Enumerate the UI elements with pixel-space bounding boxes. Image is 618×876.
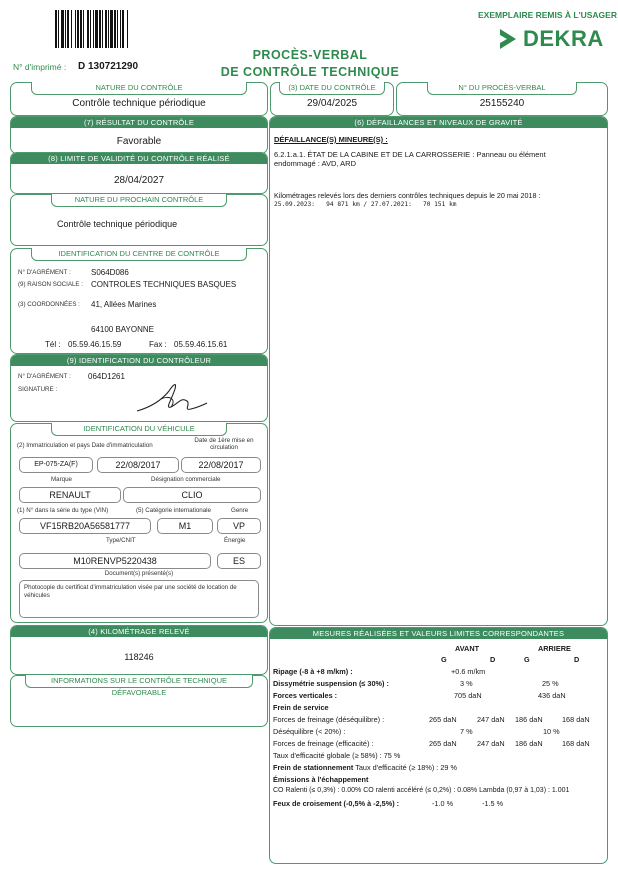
immat-caption: (2) Immatriculation et pays Date d'immatriculation bbox=[17, 442, 153, 449]
pv-box bbox=[396, 82, 608, 116]
date-label: (3) DATE DU CONTRÔLE bbox=[279, 82, 385, 95]
marque-caption: Marque bbox=[51, 476, 72, 483]
feux-label: Feux de croisement (-0,5% à -2,5%) : bbox=[273, 799, 400, 808]
print-number: D 130721290 bbox=[78, 61, 139, 72]
mileage-value: 118246 bbox=[124, 652, 154, 662]
forces-front: 705 daN bbox=[454, 691, 482, 700]
nature-label: NATURE DU CONTRÔLE bbox=[31, 82, 247, 95]
frein-service-label: Frein de service bbox=[273, 703, 329, 712]
deseq-pct-front: 7 % bbox=[460, 727, 473, 736]
ripage-label: Ripage (-8 à +8 m/km) : bbox=[273, 667, 353, 676]
validity-value: 28/04/2027 bbox=[113, 175, 165, 186]
date-box bbox=[270, 82, 394, 116]
type-caption: Type/CNIT bbox=[106, 537, 136, 544]
forces-label: Forces verticales : bbox=[273, 691, 338, 700]
result-value: Favorable bbox=[116, 136, 162, 147]
type-field: M10RENVP5220438 bbox=[19, 553, 211, 569]
defects-box bbox=[269, 116, 608, 626]
nature-box bbox=[10, 82, 268, 116]
energy-field: ES bbox=[217, 553, 261, 569]
brand-name: DEKRA bbox=[523, 26, 604, 51]
next-value: Contrôle technique périodique bbox=[57, 219, 178, 229]
feux-value-0: -1.0 % bbox=[432, 799, 454, 808]
minor-title: DÉFAILLANCE(S) MINEURE(S) : bbox=[274, 135, 388, 144]
immat-field: EP-075-ZA(F) bbox=[19, 457, 93, 473]
center-tel-label: Tél : bbox=[45, 340, 61, 349]
stationnement-line bbox=[273, 763, 457, 772]
defects-label: (6) DÉFAILLANCES ET NIVEAUX DE GRAVITÉ bbox=[270, 117, 607, 128]
desequilibre-label: Forces de freinage (déséquilibre) : bbox=[273, 715, 385, 724]
arriere-header: ARRIERE bbox=[538, 644, 571, 653]
deseq-value-1: 247 daN bbox=[477, 715, 505, 724]
pv-value: 25155240 bbox=[479, 98, 525, 109]
validity-label: (8) LIMITE DE VALIDITÉ DU CONTRÔLE RÉALISÉ bbox=[11, 153, 267, 164]
barcode bbox=[55, 10, 147, 48]
docs-text: Photocopie du certificat d'immatriculation visée par une société de location de véhicules bbox=[24, 584, 237, 599]
controller-agrement-label: N° D'AGRÉMENT : bbox=[18, 373, 71, 380]
vin-field: VF15RB20A56581777 bbox=[19, 518, 151, 534]
eff-value-2: 186 daN bbox=[515, 739, 543, 748]
dissym-rear: 25 % bbox=[542, 679, 559, 688]
km-title: Kilométrages relevés lors des derniers contrôles techniques depuis le 20 mai 2018 : bbox=[274, 191, 541, 200]
next-label: NATURE DU PROCHAIN CONTRÔLE bbox=[51, 194, 227, 207]
controller-signature-label: SIGNATURE : bbox=[18, 386, 58, 393]
stationnement-rate: Taux d'efficacité (≥ 18%) : 29 % bbox=[355, 763, 457, 772]
next-box bbox=[10, 194, 268, 246]
deseq-value-3: 168 daN bbox=[562, 715, 590, 724]
deseq-value-2: 186 daN bbox=[515, 715, 543, 724]
date-value: 29/04/2025 bbox=[306, 98, 358, 109]
controller-agrement-value: 064D1261 bbox=[88, 372, 125, 381]
mileage-box bbox=[10, 625, 268, 675]
forces-rear: 436 daN bbox=[538, 691, 566, 700]
genre-field: VP bbox=[217, 518, 261, 534]
title-line1: PROCÈS-VERBAL bbox=[252, 48, 368, 62]
emissions-label: Émissions à l'échappement bbox=[273, 775, 369, 784]
deseq-pct-rear: 10 % bbox=[543, 727, 560, 736]
center-label: IDENTIFICATION DU CENTRE DE CONTRÔLE bbox=[31, 248, 247, 261]
dekra-arrow-icon bbox=[498, 28, 518, 50]
center-fax-label: Fax : bbox=[149, 340, 167, 349]
validity-box bbox=[10, 152, 268, 194]
date-first-field: 22/08/2017 bbox=[181, 457, 261, 473]
dekra-logo bbox=[498, 25, 604, 53]
eff-value-0: 265 daN bbox=[429, 739, 457, 748]
feux-value-1: -1.5 % bbox=[482, 799, 504, 808]
eff-value-3: 168 daN bbox=[562, 739, 590, 748]
title-line2: DE CONTRÔLE TECHNIQUE bbox=[220, 65, 400, 79]
print-number-label: N° d'imprimé : bbox=[13, 62, 67, 72]
result-box bbox=[10, 116, 268, 154]
eff-value-1: 247 daN bbox=[477, 739, 505, 748]
date-immat-field: 22/08/2017 bbox=[97, 457, 179, 473]
center-fax-value: 05.59.46.15.61 bbox=[174, 340, 228, 349]
copy-note: EXEMPLAIRE REMIS À L'USAGER bbox=[478, 10, 617, 20]
vehicle-box bbox=[10, 423, 268, 623]
dissym-front: 3 % bbox=[460, 679, 473, 688]
center-address2: 64100 BAYONNE bbox=[91, 325, 154, 334]
commercial-field: CLIO bbox=[123, 487, 261, 503]
deseq-value-0: 265 daN bbox=[429, 715, 457, 724]
center-address1: 41, Allées Marines bbox=[91, 300, 157, 309]
taux-global: Taux d'efficacité globale (≥ 58%) : 75 % bbox=[273, 751, 401, 760]
first-date-caption: Date de 1ère mise en circulation bbox=[194, 437, 254, 451]
controller-box bbox=[10, 354, 268, 422]
nature-value: Contrôle technique périodique bbox=[72, 98, 206, 109]
unfavorable-label: INFORMATIONS SUR LE CONTRÔLE TECHNIQUE DÉFAVORABLE bbox=[25, 675, 253, 688]
center-coord-label: (3) COORDONNÉES : bbox=[18, 301, 80, 308]
arriere-g: G bbox=[524, 655, 530, 664]
measures-label: MESURES RÉALISÉES ET VALEURS LIMITES CORRESPONDANTES bbox=[270, 628, 607, 639]
mileage-label: (4) KILOMÉTRAGE RELEVÉ bbox=[11, 626, 267, 637]
pv-label: N° DU PROCÈS-VERBAL bbox=[427, 82, 577, 95]
efficacite-label: Forces de freinage (efficacité) : bbox=[273, 739, 374, 748]
measures-box bbox=[269, 627, 608, 864]
arriere-d: D bbox=[574, 655, 580, 664]
deseq-pct-label: Déséquilibre (< 20%) : bbox=[273, 727, 346, 736]
minor-item: 6.2.1.a.1. ÉTAT DE LA CABINE ET DE LA CARROSSERIE : Panneau ou élément endommagé : AVD, ARD bbox=[274, 150, 546, 168]
vehicle-label: IDENTIFICATION DU VÉHICULE bbox=[51, 423, 227, 436]
marque-field: RENAULT bbox=[19, 487, 121, 503]
stationnement-label: Frein de stationnement bbox=[273, 763, 354, 772]
co-line: CO Ralenti (≤ 0,3%) : 0.00% CO ralenti accéléré (≤ 0,2%) : 0.08% Lambda (0,97 à 1,03) : 1.001 bbox=[273, 787, 570, 794]
signature-image bbox=[131, 377, 211, 417]
cat-caption: (5) Catégorie internationale bbox=[136, 507, 211, 514]
km-history: 25.09.2023: 94 871 km / 27.07.2021: 70 151 km bbox=[274, 201, 457, 208]
unfavorable-box bbox=[10, 675, 268, 727]
center-raison-label: (9) RAISON SOCIALE : bbox=[18, 281, 83, 288]
center-raison-value: CONTROLES TECHNIQUES BASQUES bbox=[91, 280, 237, 289]
center-tel-value: 05.59.46.15.59 bbox=[68, 340, 122, 349]
docs-caption: Document(s) présenté(s) bbox=[104, 570, 174, 577]
controller-label: (9) IDENTIFICATION DU CONTRÔLEUR bbox=[11, 355, 267, 366]
commercial-caption: Désignation commerciale bbox=[151, 476, 221, 483]
genre-caption: Genre bbox=[231, 507, 249, 514]
dissym-label: Dissymétrie suspension (≤ 30%) : bbox=[273, 679, 389, 688]
energy-caption: Énergie bbox=[224, 537, 246, 544]
avant-d: D bbox=[490, 655, 496, 664]
avant-g: G bbox=[441, 655, 447, 664]
avant-header: AVANT bbox=[455, 644, 480, 653]
docs-field bbox=[19, 580, 259, 618]
center-agrement-label: N° D'AGRÉMENT : bbox=[18, 269, 71, 276]
category-field: M1 bbox=[157, 518, 213, 534]
ripage-value: +0.6 m/km bbox=[451, 667, 486, 676]
result-label: (7) RÉSULTAT DU CONTRÔLE bbox=[11, 117, 267, 128]
center-agrement-value: S064D086 bbox=[91, 268, 129, 277]
center-box bbox=[10, 248, 268, 354]
vin-caption: (1) N° dans la série du type (VIN) bbox=[17, 507, 109, 514]
